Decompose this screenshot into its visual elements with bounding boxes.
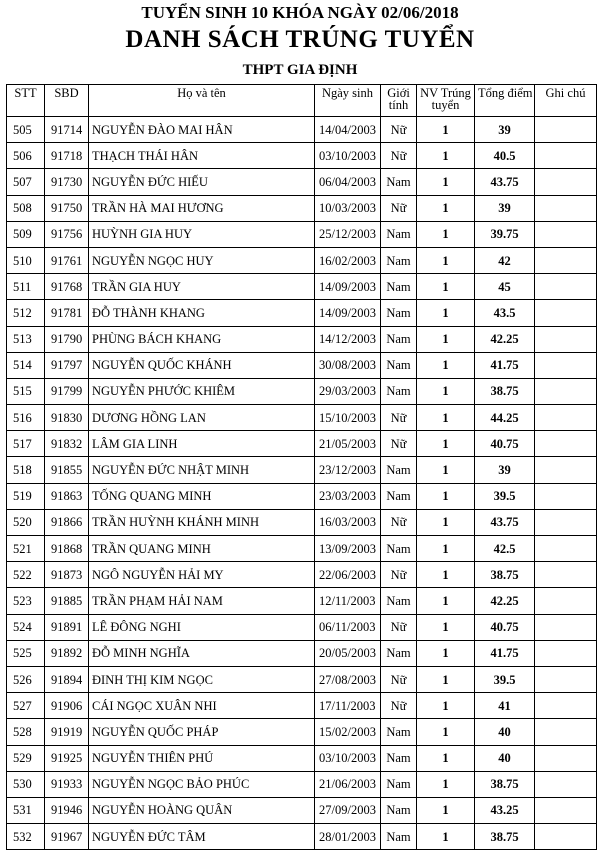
cell-stt: 512 [7, 300, 45, 326]
cell-gender: Nữ [381, 666, 417, 692]
cell-stt: 525 [7, 640, 45, 666]
cell-sbd: 91799 [45, 378, 89, 404]
cell-stt: 515 [7, 378, 45, 404]
table-row [7, 274, 597, 300]
cell-note [535, 195, 597, 221]
table-row [7, 614, 597, 640]
cell-name: NGUYỄN ĐỨC TÂM [89, 824, 315, 850]
table-row [7, 405, 597, 431]
cell-gender: Nam [381, 221, 417, 247]
cell-note [535, 562, 597, 588]
table-header-row [7, 85, 597, 117]
cell-sbd: 91873 [45, 562, 89, 588]
cell-score: 42 [475, 247, 535, 273]
cell-gender: Nam [381, 300, 417, 326]
cell-note [535, 588, 597, 614]
cell-dob: 14/09/2003 [315, 274, 381, 300]
cell-gender: Nữ [381, 117, 417, 143]
cell-sbd: 91906 [45, 693, 89, 719]
cell-name: NGUYỄN HOÀNG QUÂN [89, 797, 315, 823]
cell-stt: 523 [7, 588, 45, 614]
cell-score: 38.75 [475, 378, 535, 404]
table-row [7, 588, 597, 614]
col-header-gender: Giới tính [381, 85, 417, 117]
cell-stt: 513 [7, 326, 45, 352]
cell-dob: 22/06/2003 [315, 562, 381, 588]
cell-gender: Nam [381, 483, 417, 509]
cell-nv: 1 [417, 509, 475, 535]
cell-dob: 16/03/2003 [315, 509, 381, 535]
cell-name: NGUYỄN NGỌC BẢO PHÚC [89, 771, 315, 797]
cell-note [535, 719, 597, 745]
cell-nv: 1 [417, 771, 475, 797]
cell-name: NGUYỄN QUỐC KHÁNH [89, 352, 315, 378]
cell-stt: 524 [7, 614, 45, 640]
cell-score: 43.5 [475, 300, 535, 326]
col-header-score: Tổng điểm [475, 85, 535, 117]
cell-dob: 23/12/2003 [315, 457, 381, 483]
cell-sbd: 91730 [45, 169, 89, 195]
cell-stt: 531 [7, 797, 45, 823]
cell-nv: 1 [417, 143, 475, 169]
col-header-note: Ghi chú [535, 85, 597, 117]
cell-sbd: 91832 [45, 431, 89, 457]
cell-dob: 21/06/2003 [315, 771, 381, 797]
cell-dob: 06/04/2003 [315, 169, 381, 195]
cell-score: 40.75 [475, 614, 535, 640]
cell-dob: 29/03/2003 [315, 378, 381, 404]
col-header-sbd: SBD [45, 85, 89, 117]
cell-gender: Nam [381, 640, 417, 666]
cell-stt: 528 [7, 719, 45, 745]
cell-dob: 30/08/2003 [315, 352, 381, 378]
cell-gender: Nam [381, 719, 417, 745]
document-title: DANH SÁCH TRÚNG TUYỂN [125, 26, 475, 53]
cell-nv: 1 [417, 562, 475, 588]
cell-nv: 1 [417, 483, 475, 509]
cell-note [535, 378, 597, 404]
table-row [7, 457, 597, 483]
table-row [7, 745, 597, 771]
cell-name: LÂM GIA LINH [89, 431, 315, 457]
cell-sbd: 91855 [45, 457, 89, 483]
cell-gender: Nam [381, 588, 417, 614]
table-row [7, 117, 597, 143]
cell-nv: 1 [417, 195, 475, 221]
cell-score: 38.75 [475, 562, 535, 588]
cell-score: 40 [475, 745, 535, 771]
cell-name: THẠCH THÁI HÂN [89, 143, 315, 169]
cell-score: 41.75 [475, 640, 535, 666]
document-subtitle: TUYỂN SINH 10 KHÓA NGÀY 02/06/2018 [141, 3, 459, 22]
cell-gender: Nam [381, 745, 417, 771]
cell-score: 42.5 [475, 536, 535, 562]
cell-nv: 1 [417, 300, 475, 326]
cell-stt: 517 [7, 431, 45, 457]
table-row [7, 483, 597, 509]
cell-stt: 505 [7, 117, 45, 143]
cell-name: NGUYỄN ĐỨC NHẬT MINH [89, 457, 315, 483]
cell-dob: 27/08/2003 [315, 666, 381, 692]
cell-nv: 1 [417, 824, 475, 850]
cell-name: TRẦN GIA HUY [89, 274, 315, 300]
cell-gender: Nữ [381, 614, 417, 640]
table-row [7, 509, 597, 535]
table-row [7, 666, 597, 692]
cell-name: NGUYỄN THIÊN PHÚ [89, 745, 315, 771]
cell-note [535, 457, 597, 483]
cell-gender: Nam [381, 824, 417, 850]
cell-score: 38.75 [475, 771, 535, 797]
cell-note [535, 431, 597, 457]
cell-sbd: 91891 [45, 614, 89, 640]
cell-gender: Nam [381, 352, 417, 378]
cell-dob: 27/09/2003 [315, 797, 381, 823]
cell-dob: 15/02/2003 [315, 719, 381, 745]
cell-sbd: 91892 [45, 640, 89, 666]
cell-sbd: 91933 [45, 771, 89, 797]
table-row [7, 640, 597, 666]
cell-stt: 511 [7, 274, 45, 300]
cell-stt: 522 [7, 562, 45, 588]
cell-note [535, 824, 597, 850]
cell-sbd: 91750 [45, 195, 89, 221]
cell-dob: 10/03/2003 [315, 195, 381, 221]
cell-sbd: 91866 [45, 509, 89, 535]
cell-stt: 530 [7, 771, 45, 797]
cell-dob: 03/10/2003 [315, 745, 381, 771]
cell-note [535, 745, 597, 771]
cell-note [535, 509, 597, 535]
school-name: THPT GIA ĐỊNH [242, 62, 358, 78]
cell-nv: 1 [417, 352, 475, 378]
cell-note [535, 221, 597, 247]
cell-stt: 532 [7, 824, 45, 850]
cell-name: NGUYỄN PHƯỚC KHIÊM [89, 378, 315, 404]
cell-gender: Nam [381, 247, 417, 273]
table-row [7, 143, 597, 169]
cell-score: 39.5 [475, 483, 535, 509]
table-row [7, 771, 597, 797]
cell-score: 43.75 [475, 169, 535, 195]
cell-stt: 518 [7, 457, 45, 483]
cell-nv: 1 [417, 326, 475, 352]
cell-nv: 1 [417, 457, 475, 483]
cell-note [535, 300, 597, 326]
table-row [7, 195, 597, 221]
table-row [7, 326, 597, 352]
cell-note [535, 143, 597, 169]
cell-nv: 1 [417, 431, 475, 457]
cell-name: TRẦN QUANG MINH [89, 536, 315, 562]
cell-note [535, 405, 597, 431]
cell-dob: 17/11/2003 [315, 693, 381, 719]
cell-dob: 20/05/2003 [315, 640, 381, 666]
cell-name: ĐỖ THÀNH KHANG [89, 300, 315, 326]
cell-stt: 519 [7, 483, 45, 509]
cell-gender: Nam [381, 378, 417, 404]
admission-list-table [6, 84, 597, 850]
cell-sbd: 91885 [45, 588, 89, 614]
cell-gender: Nam [381, 797, 417, 823]
cell-name: PHÙNG BÁCH KHANG [89, 326, 315, 352]
cell-score: 38.75 [475, 824, 535, 850]
cell-gender: Nữ [381, 405, 417, 431]
cell-sbd: 91768 [45, 274, 89, 300]
cell-gender: Nam [381, 169, 417, 195]
cell-name: CÁI NGỌC XUÂN NHI [89, 693, 315, 719]
cell-stt: 521 [7, 536, 45, 562]
table-row [7, 378, 597, 404]
cell-dob: 06/11/2003 [315, 614, 381, 640]
cell-score: 39 [475, 117, 535, 143]
cell-stt: 506 [7, 143, 45, 169]
table-row [7, 536, 597, 562]
cell-nv: 1 [417, 405, 475, 431]
cell-sbd: 91868 [45, 536, 89, 562]
table-row [7, 300, 597, 326]
cell-score: 43.75 [475, 509, 535, 535]
cell-note [535, 274, 597, 300]
cell-name: LÊ ĐÔNG NGHI [89, 614, 315, 640]
cell-nv: 1 [417, 274, 475, 300]
cell-dob: 03/10/2003 [315, 143, 381, 169]
cell-score: 39 [475, 457, 535, 483]
cell-dob: 23/03/2003 [315, 483, 381, 509]
cell-dob: 25/12/2003 [315, 221, 381, 247]
cell-gender: Nam [381, 326, 417, 352]
table-row [7, 169, 597, 195]
cell-gender: Nữ [381, 143, 417, 169]
table-row [7, 797, 597, 823]
cell-nv: 1 [417, 666, 475, 692]
cell-gender: Nam [381, 536, 417, 562]
col-header-name: Họ và tên [89, 85, 315, 117]
table-row [7, 562, 597, 588]
table-row [7, 824, 597, 850]
cell-note [535, 536, 597, 562]
cell-dob: 14/04/2003 [315, 117, 381, 143]
cell-note [535, 666, 597, 692]
cell-note [535, 614, 597, 640]
cell-score: 43.25 [475, 797, 535, 823]
cell-name: TRẦN HUỲNH KHÁNH MINH [89, 509, 315, 535]
cell-note [535, 169, 597, 195]
cell-note [535, 483, 597, 509]
cell-nv: 1 [417, 797, 475, 823]
cell-name: NGUYỄN NGỌC HUY [89, 247, 315, 273]
cell-score: 45 [475, 274, 535, 300]
cell-stt: 509 [7, 221, 45, 247]
cell-score: 40.75 [475, 431, 535, 457]
cell-nv: 1 [417, 117, 475, 143]
table-row [7, 693, 597, 719]
cell-name: NGUYỄN ĐỨC HIẾU [89, 169, 315, 195]
cell-note [535, 771, 597, 797]
table-row [7, 431, 597, 457]
cell-sbd: 91894 [45, 666, 89, 692]
cell-dob: 21/05/2003 [315, 431, 381, 457]
cell-gender: Nam [381, 274, 417, 300]
cell-name: TRẦN PHẠM HẢI NAM [89, 588, 315, 614]
cell-stt: 510 [7, 247, 45, 273]
cell-sbd: 91925 [45, 745, 89, 771]
cell-sbd: 91718 [45, 143, 89, 169]
cell-stt: 526 [7, 666, 45, 692]
cell-nv: 1 [417, 536, 475, 562]
cell-name: NGUYỄN QUỐC PHÁP [89, 719, 315, 745]
cell-sbd: 91919 [45, 719, 89, 745]
cell-stt: 529 [7, 745, 45, 771]
cell-sbd: 91756 [45, 221, 89, 247]
cell-stt: 514 [7, 352, 45, 378]
col-header-dob: Ngày sinh [315, 85, 381, 117]
col-header-nv: NV Trúng tuyển [417, 85, 475, 117]
cell-stt: 507 [7, 169, 45, 195]
col-header-stt: STT [7, 85, 45, 117]
cell-nv: 1 [417, 640, 475, 666]
cell-name: TỐNG QUANG MINH [89, 483, 315, 509]
cell-score: 40 [475, 719, 535, 745]
cell-name: HUỲNH GIA HUY [89, 221, 315, 247]
cell-nv: 1 [417, 221, 475, 247]
cell-sbd: 91790 [45, 326, 89, 352]
cell-nv: 1 [417, 745, 475, 771]
table-row [7, 247, 597, 273]
cell-score: 41.75 [475, 352, 535, 378]
cell-gender: Nam [381, 771, 417, 797]
cell-dob: 28/01/2003 [315, 824, 381, 850]
cell-sbd: 91967 [45, 824, 89, 850]
cell-note [535, 247, 597, 273]
cell-name: DƯƠNG HỒNG LAN [89, 405, 315, 431]
cell-nv: 1 [417, 169, 475, 195]
table-row [7, 719, 597, 745]
cell-nv: 1 [417, 614, 475, 640]
cell-sbd: 91714 [45, 117, 89, 143]
cell-dob: 14/12/2003 [315, 326, 381, 352]
cell-gender: Nữ [381, 195, 417, 221]
cell-stt: 516 [7, 405, 45, 431]
cell-dob: 12/11/2003 [315, 588, 381, 614]
cell-dob: 14/09/2003 [315, 300, 381, 326]
cell-score: 39.5 [475, 666, 535, 692]
cell-nv: 1 [417, 247, 475, 273]
cell-stt: 527 [7, 693, 45, 719]
cell-name: NGUYỄN ĐÀO MAI HÂN [89, 117, 315, 143]
cell-name: ĐỖ MINH NGHĨA [89, 640, 315, 666]
table-row [7, 221, 597, 247]
cell-note [535, 117, 597, 143]
cell-score: 39 [475, 195, 535, 221]
cell-note [535, 352, 597, 378]
cell-stt: 520 [7, 509, 45, 535]
cell-note [535, 693, 597, 719]
cell-dob: 13/09/2003 [315, 536, 381, 562]
cell-sbd: 91781 [45, 300, 89, 326]
cell-gender: Nam [381, 457, 417, 483]
cell-sbd: 91946 [45, 797, 89, 823]
cell-sbd: 91761 [45, 247, 89, 273]
cell-gender: Nữ [381, 562, 417, 588]
cell-dob: 15/10/2003 [315, 405, 381, 431]
cell-score: 42.25 [475, 326, 535, 352]
cell-gender: Nữ [381, 431, 417, 457]
cell-score: 41 [475, 693, 535, 719]
cell-score: 42.25 [475, 588, 535, 614]
cell-nv: 1 [417, 588, 475, 614]
table-row [7, 352, 597, 378]
cell-stt: 508 [7, 195, 45, 221]
cell-sbd: 91863 [45, 483, 89, 509]
cell-note [535, 640, 597, 666]
cell-gender: Nữ [381, 509, 417, 535]
cell-sbd: 91830 [45, 405, 89, 431]
cell-score: 40.5 [475, 143, 535, 169]
cell-gender: Nữ [381, 693, 417, 719]
cell-score: 44.25 [475, 405, 535, 431]
cell-nv: 1 [417, 719, 475, 745]
cell-nv: 1 [417, 378, 475, 404]
cell-dob: 16/02/2003 [315, 247, 381, 273]
cell-name: NGÔ NGUYỄN HẢI MY [89, 562, 315, 588]
cell-name: ĐINH THỊ KIM NGỌC [89, 666, 315, 692]
cell-nv: 1 [417, 693, 475, 719]
cell-note [535, 326, 597, 352]
cell-name: TRẦN HÀ MAI HƯƠNG [89, 195, 315, 221]
cell-note [535, 797, 597, 823]
cell-score: 39.75 [475, 221, 535, 247]
cell-sbd: 91797 [45, 352, 89, 378]
